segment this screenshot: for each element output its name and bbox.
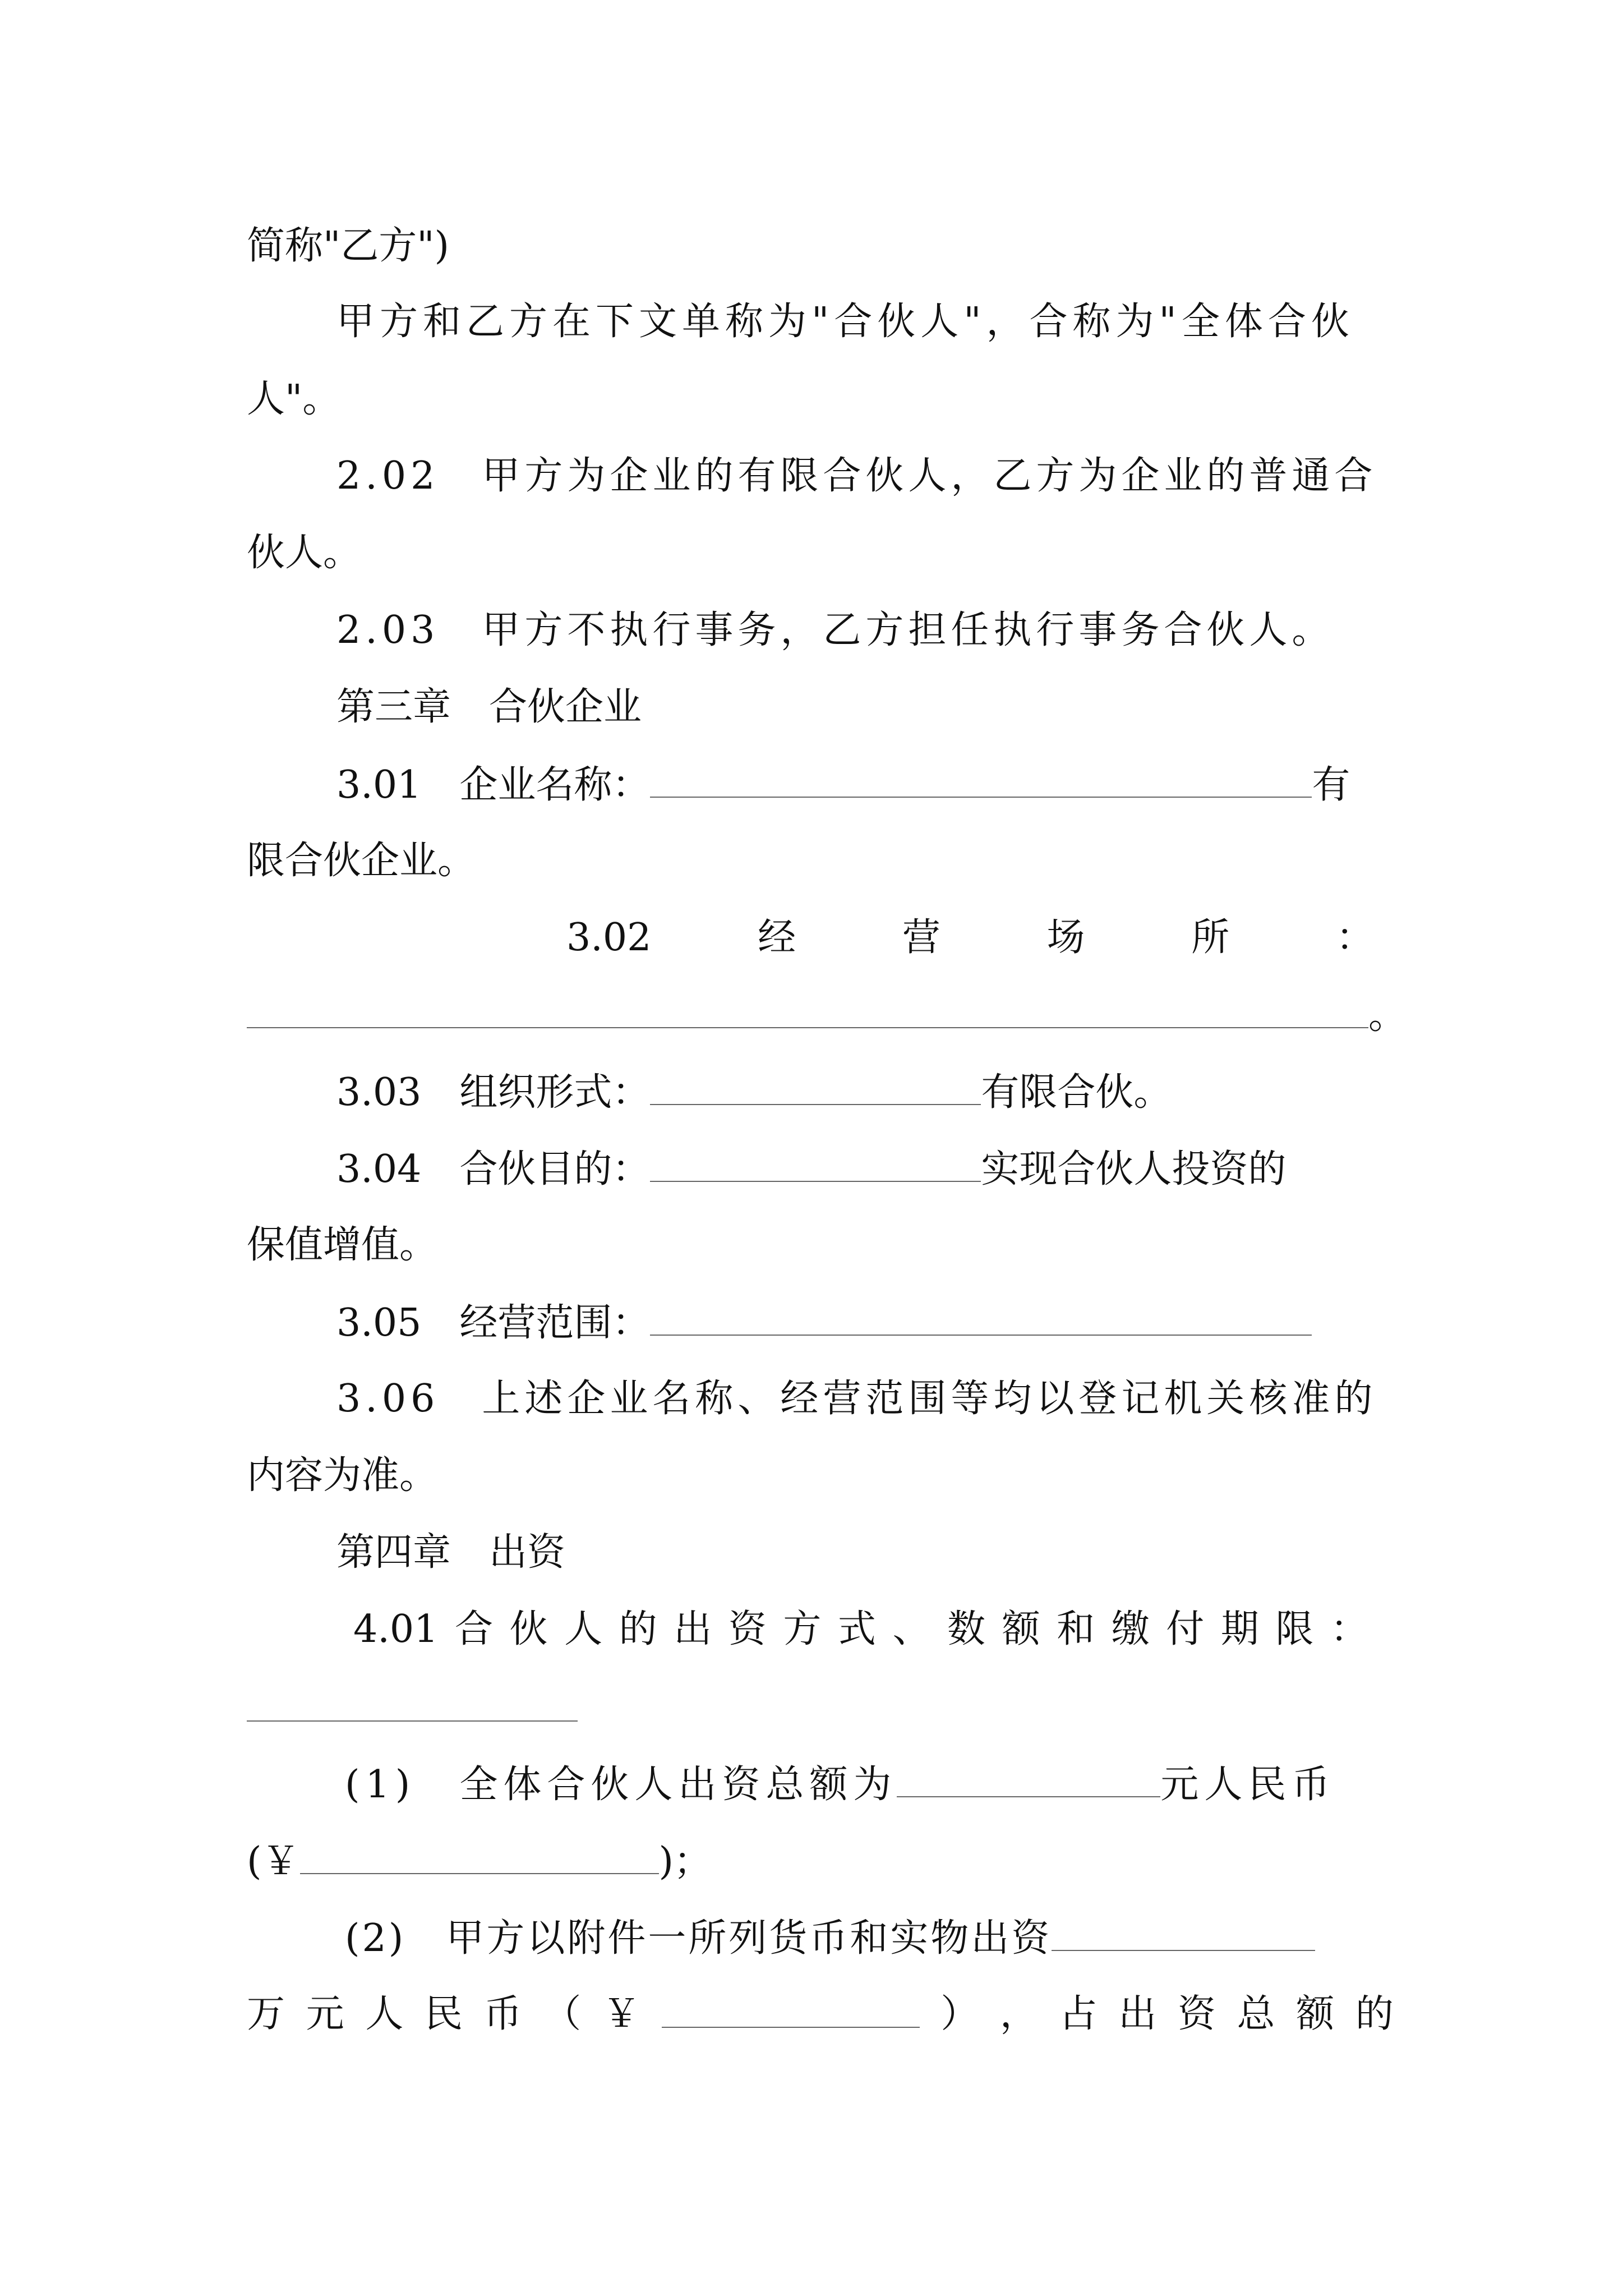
clause-char: 经 (758, 915, 796, 960)
clause-char: 场 (1046, 915, 1085, 960)
premises-line (247, 993, 1407, 1038)
clause-3-04 (336, 1149, 1286, 1189)
clause-2-02: 2.02 甲方为企业的有限合伙人，乙方为企业的普通合 (336, 454, 1377, 498)
clause-char: 出 (674, 1607, 712, 1651)
clause-2-03: 2.03 甲方不执行事务，乙方担任执行事务合伙人。 (336, 608, 1335, 652)
text-line: 简称"乙方") (247, 224, 450, 268)
premises-field[interactable] (247, 996, 1368, 1028)
clause-char: 合 (454, 1607, 493, 1651)
total-capital-field[interactable] (897, 1765, 1160, 1797)
item-char: 额 (1296, 1992, 1335, 2036)
clause-char: 所 (1191, 915, 1230, 960)
item-label: (1) 全体合伙人出资总额为 (345, 1763, 897, 1807)
clause-char: 营 (902, 915, 940, 960)
item-1 (345, 1763, 1336, 1807)
purpose-field[interactable] (650, 1149, 981, 1182)
chapter-4-heading: 第四章 出资 (336, 1530, 566, 1575)
clause-char: 额 (1002, 1607, 1040, 1651)
item-char: 资 (1177, 1992, 1216, 2036)
clause-3-06: 3.06 上述企业名称、经营范围等均以登记机关核准的 (336, 1377, 1377, 1421)
text-line: 人"。 (247, 377, 341, 421)
punctuation: 。 (1368, 993, 1407, 1038)
clause-char: ： (1330, 1607, 1368, 1651)
party-a-contribution-field[interactable] (1052, 1918, 1315, 1951)
item-char: 总 (1237, 1992, 1275, 2036)
item-text: 元人民币 (1160, 1763, 1336, 1807)
clause-char: 、 (892, 1607, 931, 1651)
clause-text: 有 (1312, 763, 1350, 807)
clause-label: 3.01 企业名称： (336, 763, 651, 807)
clause-char: 缴 (1111, 1607, 1150, 1651)
clause-char: 资 (728, 1607, 767, 1651)
clause-char: 数 (947, 1607, 986, 1651)
text-line: 保值增值。 (247, 1223, 438, 1267)
clause-4-01 (353, 1607, 1368, 1651)
clause-label: 3.05 经营范围： (336, 1301, 651, 1345)
clause-char: 和 (1057, 1607, 1095, 1651)
clause-3-02 (566, 915, 1374, 960)
item-char: ） (940, 1992, 979, 2036)
clause-number: 4.01 (353, 1607, 439, 1651)
clause-char: ： (1335, 915, 1374, 960)
clause-number: 3.02 (566, 915, 652, 960)
item-char: 民 (424, 1992, 463, 2036)
clause-3-03 (336, 1070, 1172, 1115)
item-text: (￥ (247, 1839, 300, 1884)
clause-char: 伙 (509, 1607, 548, 1651)
text-line: 甲方和乙方在下文单称为"合伙人"，合称为"全体合伙 (336, 300, 1354, 344)
clause-char: 人 (564, 1607, 603, 1651)
item-char: 人 (365, 1992, 404, 2036)
clause-label: 3.04 合伙目的： (336, 1147, 651, 1191)
item-char: ￥ (602, 1992, 640, 2036)
clause-char: 期 (1220, 1607, 1259, 1651)
clause-3-05 (336, 1301, 1312, 1345)
text-line: 内容为准。 (247, 1453, 438, 1498)
clause-text: 有限合伙。 (981, 1070, 1172, 1115)
item-char: 占 (1059, 1992, 1098, 2036)
item-char: （ (543, 1992, 582, 2036)
business-scope-field[interactable] (650, 1303, 1312, 1336)
item-char: 元 (306, 1992, 344, 2036)
clause-char: 付 (1166, 1607, 1205, 1651)
item-char: 万 (247, 1992, 285, 2036)
clause-3-01 (336, 763, 1350, 807)
text-line: 限合伙企业。 (247, 839, 476, 883)
contribution-terms-field[interactable] (247, 1720, 578, 1722)
clause-char: 限 (1275, 1607, 1314, 1651)
clause-text: 实现合伙人投资的 (981, 1147, 1287, 1191)
text-line: 伙人。 (247, 531, 362, 575)
item-char: 币 (483, 1992, 522, 2036)
clause-char: 式 (837, 1607, 876, 1651)
chapter-3-heading: 第三章 合伙企业 (336, 685, 642, 729)
party-a-yuan-field[interactable] (662, 1995, 920, 2028)
amount-line-2 (247, 1992, 1394, 2036)
item-text: )； (658, 1839, 712, 1884)
item-2 (345, 1916, 1315, 1961)
item-char: 的 (1355, 1992, 1394, 2036)
item-char: 出 (1118, 1992, 1157, 2036)
item-label: (2) 甲方以附件一所列货币和实物出资 (345, 1916, 1052, 1961)
clause-label: 3.03 组织形式： (336, 1070, 651, 1115)
organization-form-field[interactable] (650, 1073, 981, 1105)
item-char: ， (999, 1992, 1038, 2036)
total-capital-yuan-field[interactable] (300, 1842, 659, 1874)
clause-char: 的 (619, 1607, 657, 1651)
company-name-field[interactable] (650, 765, 1312, 798)
amount-line (247, 1839, 712, 1884)
clause-char: 方 (783, 1607, 822, 1651)
